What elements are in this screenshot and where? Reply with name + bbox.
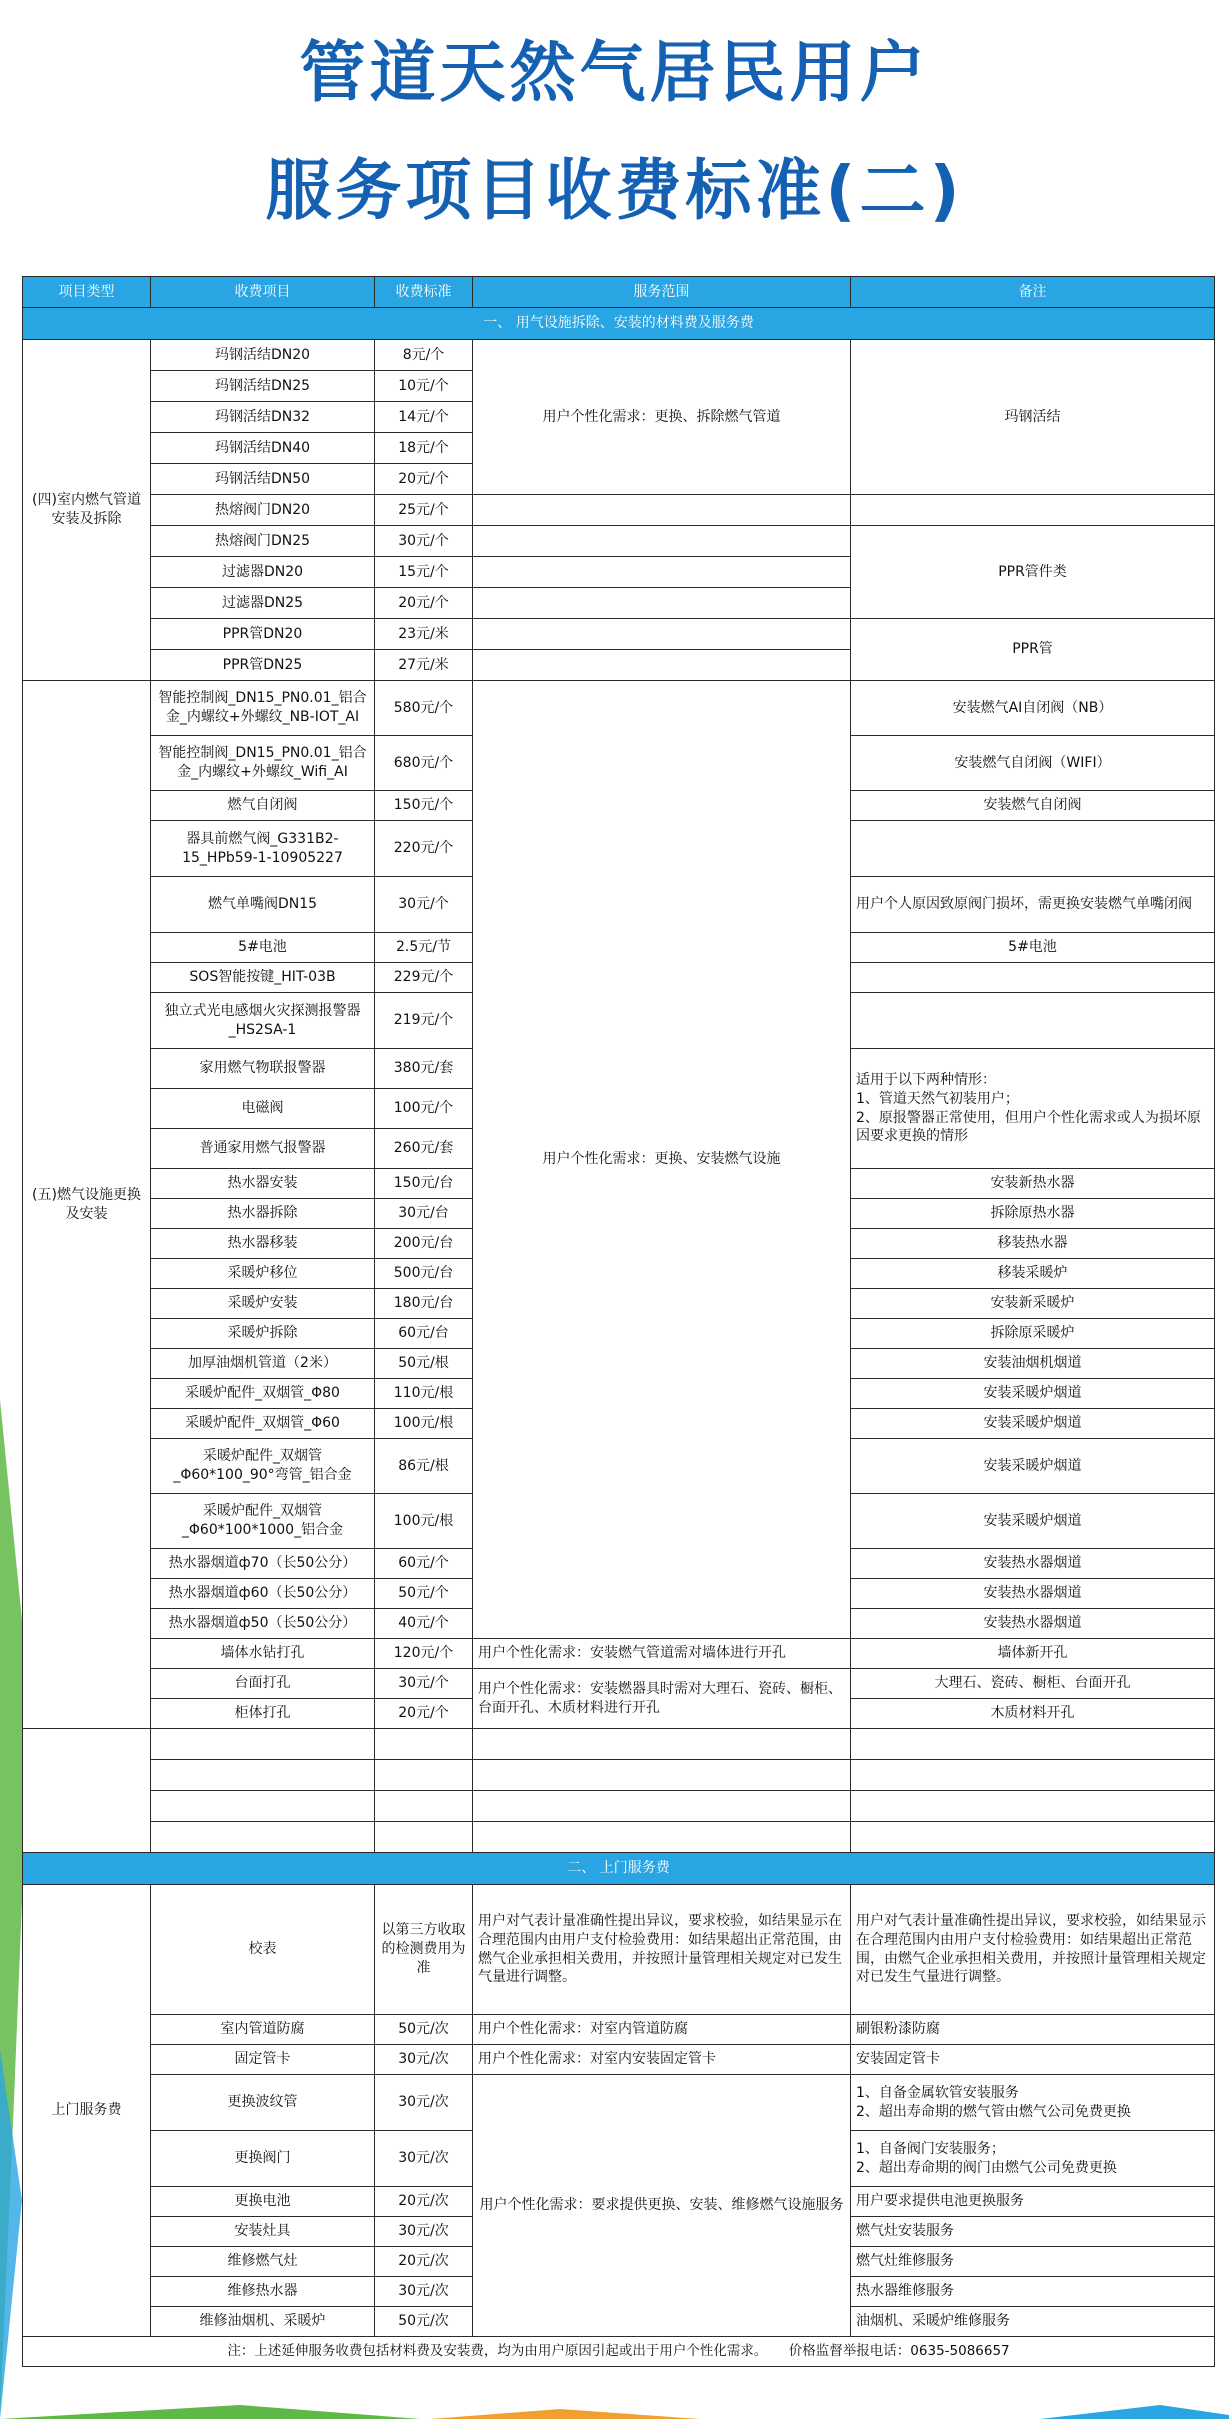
table-cell-remark: 安装采暖炉烟道 — [851, 1409, 1215, 1439]
section-title-2: 二、 上门服务费 — [23, 1853, 1215, 1885]
table-cell-item: 更换波纹管 — [151, 2075, 375, 2131]
footer-note: 注：上述延伸服务收费包括材料费及安装费，均为由用户原因引起或出于用户个性化需求。 价格监督举报电话：0635-5086657 — [23, 2337, 1215, 2367]
table-cell-remark: 安装采暖炉烟道 — [851, 1439, 1215, 1494]
table-cell-item: SOS智能按键_HIT-03B — [151, 963, 375, 993]
blank-cell — [473, 1760, 851, 1791]
section-title-1: 一、 用气设施拆除、安装的材料费及服务费 — [23, 308, 1215, 340]
table-cell-remark: 安装新热水器 — [851, 1169, 1215, 1199]
table-cell-price: 27元/米 — [375, 650, 473, 681]
table-cell-remark: 安装燃气AI自闭阀（NB） — [851, 681, 1215, 736]
table-cell-scope: 用户个性化需求：对室内管道防腐 — [473, 2015, 851, 2045]
table-cell-item: 热熔阀门DN20 — [151, 495, 375, 526]
blank-cell — [375, 1822, 473, 1853]
table-cell-price: 200元/台 — [375, 1229, 473, 1259]
table-cell-price: 20元/个 — [375, 1699, 473, 1729]
table-cell-remark — [851, 993, 1215, 1049]
table-cell-price: 23元/米 — [375, 619, 473, 650]
table-cell-price: 30元/次 — [375, 2131, 473, 2187]
table-cell-item: 燃气单嘴阀DN15 — [151, 877, 375, 933]
table-cell-item: 热水器烟道ф50（长50公分） — [151, 1609, 375, 1639]
table-cell-price: 30元/台 — [375, 1199, 473, 1229]
group5-type: (五)燃气设施更换及安装 — [23, 681, 151, 1729]
table-cell-price: 50元/次 — [375, 2015, 473, 2045]
blank-cell — [851, 1791, 1215, 1822]
table-cell-remark: 移装热水器 — [851, 1229, 1215, 1259]
table-cell-price: 60元/个 — [375, 1549, 473, 1579]
table-cell-price: 220元/个 — [375, 821, 473, 877]
blank-cell — [851, 1822, 1215, 1853]
blank-cell — [851, 1760, 1215, 1791]
table-cell-remark: 安装采暖炉烟道 — [851, 1494, 1215, 1549]
table-cell-item: 采暖炉配件_双烟管_Φ60*100*1000_铝合金 — [151, 1494, 375, 1549]
table-cell-remark: 油烟机、采暖炉维修服务 — [851, 2307, 1215, 2337]
table-cell-remark: 安装燃气自闭阀（WIFI） — [851, 736, 1215, 791]
table-cell-item: 独立式光电感烟火灾探测报警器_HS2SA-1 — [151, 993, 375, 1049]
table-cell-price: 50元/次 — [375, 2307, 473, 2337]
table-cell-price: 180元/台 — [375, 1289, 473, 1319]
table-cell-remark: 用户对气表计量准确性提出异议，要求校验，如结果显示在合理范围内由用户支付检验费用：如结果超出正常范围，由燃气企业承担相关费用，并按照计量管理相关规定对已发生气量进行调整。 — [851, 1885, 1215, 2015]
table-cell-price: 100元/个 — [375, 1089, 473, 1129]
table-cell-price: 260元/套 — [375, 1129, 473, 1169]
table-cell-scope: 用户个性化需求：对室内安装固定管卡 — [473, 2045, 851, 2075]
table-cell-remark: 大理石、瓷砖、橱柜、台面开孔 — [851, 1669, 1215, 1699]
table-cell-price: 120元/个 — [375, 1639, 473, 1669]
table-cell-remark: 墙体新开孔 — [851, 1639, 1215, 1669]
table-cell-item: PPR管DN25 — [151, 650, 375, 681]
table-cell-price: 100元/根 — [375, 1409, 473, 1439]
fee-table-container — [22, 276, 1214, 2367]
table-cell-item: 安装灶具 — [151, 2217, 375, 2247]
table-cell-item: 室内管道防腐 — [151, 2015, 375, 2045]
table-cell-remark: 热水器维修服务 — [851, 2277, 1215, 2307]
table-cell-price: 30元/次 — [375, 2045, 473, 2075]
table-cell-item: 5#电池 — [151, 933, 375, 963]
blank-cell — [23, 1729, 151, 1853]
table-cell-price: 50元/个 — [375, 1579, 473, 1609]
table-cell-price: 30元/次 — [375, 2075, 473, 2131]
blank-cell — [473, 1729, 851, 1760]
table-cell-item: 采暖炉配件_双烟管_Φ60 — [151, 1409, 375, 1439]
table-cell-item: 维修热水器 — [151, 2277, 375, 2307]
table-cell-item: 燃气自闭阀 — [151, 791, 375, 821]
table-cell-price: 86元/根 — [375, 1439, 473, 1494]
blank-cell — [375, 1760, 473, 1791]
table-cell-item: 固定管卡 — [151, 2045, 375, 2075]
table-cell-remark: 移装采暖炉 — [851, 1259, 1215, 1289]
table-cell-item: 普通家用燃气报警器 — [151, 1129, 375, 1169]
table-cell-price: 580元/个 — [375, 681, 473, 736]
table-cell-item: 过滤器DN25 — [151, 588, 375, 619]
table-cell-price: 15元/个 — [375, 557, 473, 588]
table-cell-item: 玛钢活结DN20 — [151, 340, 375, 371]
table-cell-price: 150元/个 — [375, 791, 473, 821]
table-cell-item: 玛钢活结DN32 — [151, 402, 375, 433]
table-cell-remark — [851, 963, 1215, 993]
table-cell-item: 墙体水钻打孔 — [151, 1639, 375, 1669]
page-title-line2: 服务项目收费标准(二) — [265, 152, 964, 229]
table-cell-price: 以第三方收取的检测费用为准 — [375, 1885, 473, 2015]
table-cell-remark: 安装燃气自闭阀 — [851, 791, 1215, 821]
header-scope: 服务范围 — [473, 277, 851, 308]
group6-scope: 用户个性化需求：要求提供更换、安装、维修燃气设施服务 — [473, 2075, 851, 2337]
table-cell-item: 玛钢活结DN50 — [151, 464, 375, 495]
table-cell-price: 14元/个 — [375, 402, 473, 433]
table-cell-scope — [473, 495, 851, 526]
table-cell-item: 智能控制阀_DN15_PN0.01_铝合金_内螺纹+外螺纹_Wifi_AI — [151, 736, 375, 791]
group5-scope-wall: 用户个性化需求：安装燃气管道需对墙体进行开孔 — [473, 1639, 851, 1669]
table-cell-item: 热熔阀门DN25 — [151, 526, 375, 557]
blank-cell — [473, 1791, 851, 1822]
table-cell-price: 18元/个 — [375, 433, 473, 464]
blank-cell — [851, 1729, 1215, 1760]
group4-scope: 用户个性化需求：更换、拆除燃气管道 — [473, 340, 851, 495]
table-cell-item: 玛钢活结DN25 — [151, 371, 375, 402]
table-cell-price: 2.5元/节 — [375, 933, 473, 963]
table-cell-price: 20元/个 — [375, 588, 473, 619]
table-cell-price: 219元/个 — [375, 993, 473, 1049]
table-cell-price: 380元/套 — [375, 1049, 473, 1089]
table-cell-price: 30元/次 — [375, 2217, 473, 2247]
table-cell-price: 40元/个 — [375, 1609, 473, 1639]
alarm-remark: 适用于以下两种情形： 1、管道天然气初装用户； 2、原报警器正常使用，但用户个性化需求或人为损坏原因要求更换的情形 — [851, 1049, 1215, 1169]
table-cell-item: 玛钢活结DN40 — [151, 433, 375, 464]
table-cell-price: 20元/个 — [375, 464, 473, 495]
table-cell-remark: 用户个人原因致原阀门损坏，需更换安装燃气单嘴闭阀 — [851, 877, 1215, 933]
table-cell-remark: 拆除原热水器 — [851, 1199, 1215, 1229]
blank-cell — [473, 1822, 851, 1853]
table-cell-item: 更换阀门 — [151, 2131, 375, 2187]
table-cell-item: 更换电池 — [151, 2187, 375, 2217]
table-cell-item: 台面打孔 — [151, 1669, 375, 1699]
table-cell-remark: 1、自备阀门安装服务； 2、超出寿命期的阀门由燃气公司免费更换 — [851, 2131, 1215, 2187]
group5-scope-counter: 用户个性化需求：安装燃器具时需对大理石、瓷砖、橱柜、台面开孔、木质材料进行开孔 — [473, 1669, 851, 1729]
table-cell-price: 30元/个 — [375, 526, 473, 557]
table-cell-remark: 木质材料开孔 — [851, 1699, 1215, 1729]
table-cell-scope — [473, 619, 851, 650]
table-cell-price: 100元/根 — [375, 1494, 473, 1549]
table-cell-price: 680元/个 — [375, 736, 473, 791]
table-cell-remark: 安装采暖炉烟道 — [851, 1379, 1215, 1409]
blank-cell — [151, 1822, 375, 1853]
table-cell-item: 电磁阀 — [151, 1089, 375, 1129]
table-cell-item: 热水器安装 — [151, 1169, 375, 1199]
table-cell-remark: 1、自备金属软管安装服务 2、超出寿命期的燃气管由燃气公司免费更换 — [851, 2075, 1215, 2131]
table-cell-price: 30元/个 — [375, 1669, 473, 1699]
table-cell-item: 热水器烟道ф60（长50公分） — [151, 1579, 375, 1609]
table-cell-remark: 安装固定管卡 — [851, 2045, 1215, 2075]
table-cell-price: 20元/次 — [375, 2187, 473, 2217]
group4-remark-2: PPR管件类 — [851, 526, 1215, 619]
group4-remark-3: PPR管 — [851, 619, 1215, 681]
table-cell-scope — [473, 557, 851, 588]
table-cell-item: 维修燃气灶 — [151, 2247, 375, 2277]
blank-cell — [151, 1791, 375, 1822]
header-type: 项目类型 — [23, 277, 151, 308]
table-cell-price: 150元/台 — [375, 1169, 473, 1199]
table-cell-item: 采暖炉配件_双烟管_Φ80 — [151, 1379, 375, 1409]
table-cell-remark: 5#电池 — [851, 933, 1215, 963]
group5-scope: 用户个性化需求：更换、安装燃气设施 — [473, 681, 851, 1639]
table-cell-scope — [473, 588, 851, 619]
table-cell-price: 25元/个 — [375, 495, 473, 526]
table-cell-price: 30元/个 — [375, 877, 473, 933]
group4-type: (四)室内燃气管道安装及拆除 — [23, 340, 151, 681]
table-cell-price: 50元/根 — [375, 1349, 473, 1379]
table-cell-item: 维修油烟机、采暖炉 — [151, 2307, 375, 2337]
table-cell-remark — [851, 821, 1215, 877]
blank-cell — [151, 1760, 375, 1791]
group4-remark-1: 玛钢活结 — [851, 340, 1215, 495]
table-cell-remark: 燃气灶安装服务 — [851, 2217, 1215, 2247]
table-cell-item: 家用燃气物联报警器 — [151, 1049, 375, 1089]
group6-type: 上门服务费 — [23, 1885, 151, 2337]
table-cell-item: 柜体打孔 — [151, 1699, 375, 1729]
table-cell-price: 20元/次 — [375, 2247, 473, 2277]
table-cell-item: 采暖炉安装 — [151, 1289, 375, 1319]
blank-cell — [375, 1791, 473, 1822]
header-remark: 备注 — [851, 277, 1215, 308]
page-title-line1: 管道天然气居民用户 — [299, 34, 930, 111]
table-cell-remark: 安装新采暖炉 — [851, 1289, 1215, 1319]
fee-table — [22, 276, 1215, 2367]
table-cell-item: 校表 — [151, 1885, 375, 2015]
table-cell-remark: 用户要求提供电池更换服务 — [851, 2187, 1215, 2217]
table-cell-price: 10元/个 — [375, 371, 473, 402]
table-cell-remark: 安装热水器烟道 — [851, 1549, 1215, 1579]
table-cell-item: 热水器移装 — [151, 1229, 375, 1259]
table-cell-item: 采暖炉移位 — [151, 1259, 375, 1289]
table-cell-price: 500元/台 — [375, 1259, 473, 1289]
table-cell-remark: 安装热水器烟道 — [851, 1579, 1215, 1609]
table-cell-remark: 安装油烟机烟道 — [851, 1349, 1215, 1379]
table-cell-scope: 用户对气表计量准确性提出异议，要求校验，如结果显示在合理范围内由用户支付检验费用：如结果超出正常范围，由燃气企业承担相关费用，并按照计量管理相关规定对已发生气量进行调整。 — [473, 1885, 851, 2015]
table-cell-remark: 燃气灶维修服务 — [851, 2247, 1215, 2277]
table-cell-remark: 拆除原采暖炉 — [851, 1319, 1215, 1349]
table-cell-remark: 刷银粉漆防腐 — [851, 2015, 1215, 2045]
table-cell-price: 110元/根 — [375, 1379, 473, 1409]
table-cell-scope — [473, 526, 851, 557]
table-cell-item: 采暖炉拆除 — [151, 1319, 375, 1349]
table-cell-item: 智能控制阀_DN15_PN0.01_铝合金_内螺纹+外螺纹_NB-IOT_AI — [151, 681, 375, 736]
table-cell-item: PPR管DN20 — [151, 619, 375, 650]
header-item: 收费项目 — [151, 277, 375, 308]
table-cell-price: 229元/个 — [375, 963, 473, 993]
table-cell-price: 8元/个 — [375, 340, 473, 371]
table-cell-item: 器具前燃气阀_G331B2-15_HPb59-1-10905227 — [151, 821, 375, 877]
table-cell-item: 采暖炉配件_双烟管_Φ60*100_90°弯管_铝合金 — [151, 1439, 375, 1494]
table-cell-price: 30元/次 — [375, 2277, 473, 2307]
table-cell-remark: 安装热水器烟道 — [851, 1609, 1215, 1639]
table-cell-item: 过滤器DN20 — [151, 557, 375, 588]
table-cell-item: 加厚油烟机管道（2米） — [151, 1349, 375, 1379]
corner-decoration-bottom — [0, 2375, 1229, 2419]
table-cell-item: 热水器烟道ф70（长50公分） — [151, 1549, 375, 1579]
table-cell-item: 热水器拆除 — [151, 1199, 375, 1229]
blank-cell — [375, 1729, 473, 1760]
table-cell-remark — [851, 495, 1215, 526]
header-price: 收费标准 — [375, 277, 473, 308]
table-cell-scope — [473, 650, 851, 681]
blank-cell — [151, 1729, 375, 1760]
table-cell-price: 60元/台 — [375, 1319, 473, 1349]
